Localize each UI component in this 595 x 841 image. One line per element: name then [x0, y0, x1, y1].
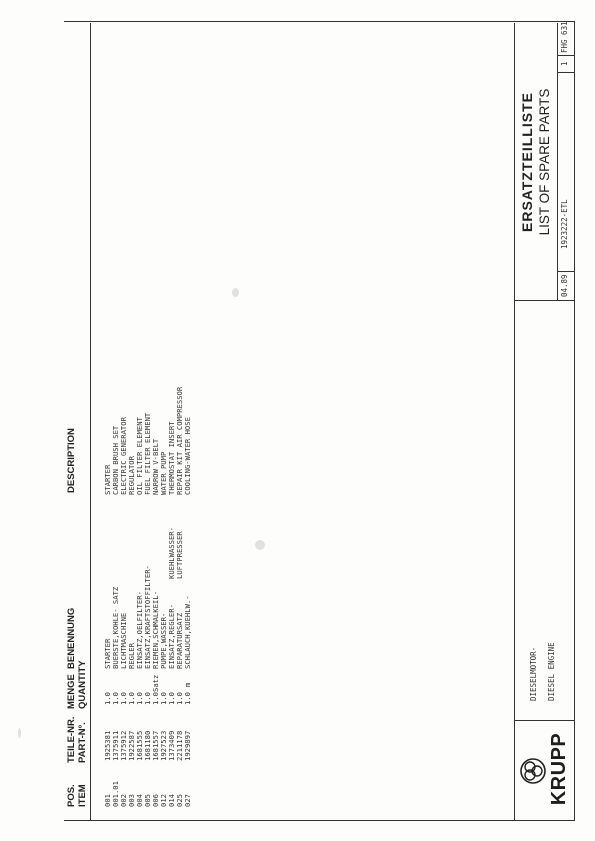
qty-cell: 1.0 — [135, 692, 144, 705]
pos-cell: 012 — [159, 794, 168, 807]
issue-date: 04.89 — [560, 274, 569, 297]
col-header-part — [66, 717, 88, 763]
name-cell: RIEMEN,SCHMALKEIL- — [151, 591, 160, 669]
part-cell: 1927523 — [159, 730, 168, 761]
pos-cell: 003 — [127, 794, 136, 807]
krupp-rings-icon — [519, 757, 547, 785]
engine-code: FHG 631 — [560, 21, 569, 53]
title-block — [514, 23, 575, 821]
desc-cell: NARROW V-BELT — [151, 438, 160, 495]
qty-cell: 1.0 — [151, 692, 160, 705]
part-cell: 1681555 — [135, 730, 144, 761]
name2-cell: KUEHLWASSER- — [167, 527, 176, 579]
unit-cell: m — [183, 682, 192, 687]
name-label-de: BENENNUNG — [66, 607, 77, 669]
name-cell: REGLER — [127, 643, 136, 669]
name-cell: EINSATZ,KRAFTSTOFFILTER- — [143, 565, 152, 669]
desc-cell: OIL FILTER ELEMENT — [135, 417, 144, 495]
divider — [557, 271, 575, 272]
sheet-number: 1 — [560, 61, 569, 66]
desc-cell: THERMOSTAT INSERT — [167, 421, 176, 495]
document-number: 1923222-ETL — [560, 199, 569, 249]
col-header-desc — [66, 428, 77, 493]
col-header-pos — [66, 784, 88, 807]
pos-label-de: POS. — [66, 784, 77, 807]
divider — [557, 72, 575, 73]
qty-label-de: MENGE — [66, 674, 77, 709]
name-cell: EINSATZ,REGLER- — [167, 604, 176, 669]
qty-label-en: QUANTITY — [77, 660, 88, 709]
qty-cell: 1.0 — [103, 692, 112, 705]
part-cell: 1922587 — [127, 730, 136, 761]
qty-cell: 1.0 — [167, 692, 176, 705]
part-cell: 1929897 — [183, 730, 192, 761]
qty-cell: 1.0 — [143, 692, 152, 705]
desc-cell: REGULATOR — [127, 456, 136, 495]
logo-box — [515, 721, 575, 821]
scan-speck — [18, 728, 21, 738]
part-cell: 1373409 — [167, 730, 176, 761]
name-cell: SCHLAUCH,KUEHLW.- — [183, 595, 192, 669]
pos-cell: 005 — [143, 794, 152, 807]
pos-cell: 004 — [135, 794, 144, 807]
part-cell: 1925381 — [103, 730, 112, 761]
column-header-row — [64, 23, 91, 821]
name-cell: PUMPE,WASSER- — [159, 612, 168, 669]
pos-cell: 027 — [183, 794, 192, 807]
scan-speck — [232, 288, 239, 297]
part-cell: 2211178 — [175, 730, 184, 761]
qty-cell: 1.0 — [175, 692, 184, 705]
pos-cell: 001 — [103, 794, 112, 807]
part-label-en: PART-Nº. — [77, 722, 88, 763]
name-cell: BUERSTE,KOHLE- SATZ — [111, 586, 120, 669]
part-cell: 1375911 — [111, 730, 120, 761]
pos-cell: 014 — [167, 794, 176, 807]
scan-speck — [255, 540, 265, 550]
part-cell: 1375912 — [119, 730, 128, 761]
name-cell: LICHTMASCHINE — [119, 612, 128, 669]
desc-cell: ELECTRIC GENERATOR — [119, 417, 128, 495]
qty-cell: 1.0 — [127, 692, 136, 705]
desc-cell: COOLING-WATER HOSE — [183, 417, 192, 495]
qty-cell: 1.0 — [159, 692, 168, 705]
pos-cell: 001.01 — [111, 781, 120, 807]
desc-cell: STARTER — [103, 464, 112, 495]
name-cell: REPARATURSATZ — [175, 612, 184, 669]
part-label-de: TEILE-NR. — [66, 716, 77, 763]
part-cell: 1681180 — [143, 730, 152, 761]
desc-cell: CARBON BRUSH SET — [111, 425, 120, 495]
name-cell: STARTER — [103, 638, 112, 669]
qty-cell: 1.0 — [111, 692, 120, 705]
divider — [557, 23, 558, 301]
pos-cell: 025 — [175, 794, 184, 807]
divider — [557, 55, 575, 56]
desc-cell: FUEL FILTER ELEMENT — [143, 412, 152, 495]
pos-cell: 002 — [119, 794, 128, 807]
part-cell: 1681557 — [151, 730, 160, 761]
document-title-en: LIST OF SPARE PARTS — [537, 88, 552, 236]
product-name-en: DIESEL ENGINE — [547, 642, 556, 701]
divider — [515, 720, 575, 721]
name-cell: EINSATZ,OELFILTER- — [135, 591, 144, 669]
desc-label-en: DESCRIPTION — [66, 428, 77, 493]
unit-cell: Satz — [151, 674, 160, 692]
desc-cell: WATER PUMP — [159, 451, 168, 495]
qty-cell: 1.0 — [119, 692, 128, 705]
product-name-de: DIESELMOTOR- — [529, 646, 538, 701]
qty-cell: 1.0 — [183, 692, 192, 705]
col-header-name — [66, 608, 77, 669]
document-title-de: ERSATZTEILLISTE — [519, 92, 535, 232]
pos-cell: 006 — [151, 794, 160, 807]
krupp-logo-text: KRUPP — [548, 732, 570, 806]
name2-cell: LUFTPRESSER — [175, 531, 184, 579]
desc-cell: REPAIR KIT AIR COMPRESSOR — [175, 386, 184, 495]
pos-label-en: ITEM — [77, 784, 88, 807]
